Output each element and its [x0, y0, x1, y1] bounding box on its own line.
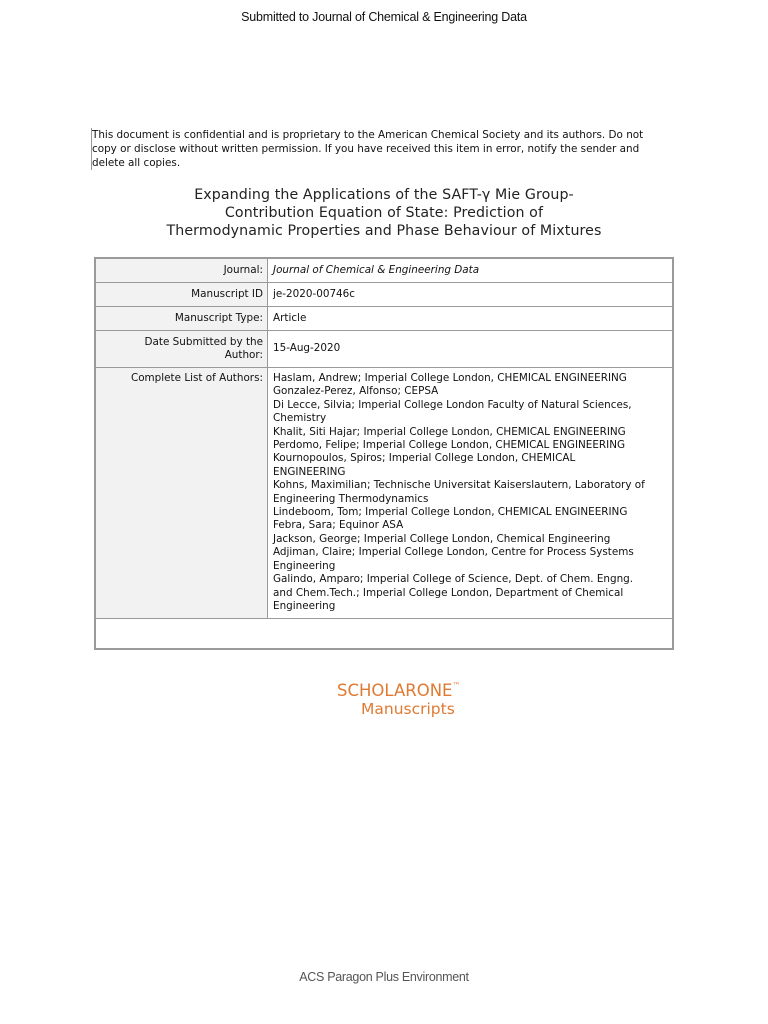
running-header: Submitted to Journal of Chemical & Engineering Data [241, 10, 527, 24]
manuscript-type-value: Article [268, 307, 674, 331]
author-line: Gonzalez-Perez, Alfonso; CEPSA [273, 385, 439, 398]
title-line: Thermodynamic Properties and Phase Behaviour of Mixtures [166, 223, 602, 239]
author-line: Di Lecce, Silvia; Imperial College London Faculty of Natural Sciences, [273, 398, 632, 411]
author-line: Jackson, George; Imperial College London, Chemical Engineering [273, 532, 611, 545]
manuscript-title [84, 186, 684, 240]
authors-label: Complete List of Authors: [95, 368, 268, 619]
journal-row [95, 258, 673, 283]
manuscript-type-row [95, 307, 673, 331]
author-line: Adjiman, Claire; Imperial College London, Centre for Process Systems [273, 546, 634, 559]
logo-scholarone: SCHOLARONE [337, 681, 453, 700]
author-line: Febra, Sara; Equinor ASA [273, 519, 404, 532]
title-line: Expanding the Applications of the SAFT-γ Mie Group- [194, 187, 574, 203]
author-line: Engineering [273, 599, 336, 612]
empty-row [95, 619, 673, 650]
author-line: ENGINEERING [273, 465, 346, 478]
author-line: and Chem.Tech.; Imperial College London, Department of Chemical [273, 586, 624, 599]
author-line: Chemistry [273, 412, 327, 425]
title-line: Contribution Equation of State: Prediction of [224, 205, 544, 221]
author-line: Khalit, Siti Hajar; Imperial College London, CHEMICAL ENGINEERING [273, 425, 626, 438]
logo-trademark: ™ [452, 681, 461, 690]
date-submitted-label [95, 331, 268, 368]
date-submitted-value: 15-Aug-2020 [268, 331, 674, 368]
notice-line: copy or disclose without written permission. If you have received this item in error, notify the sender and [92, 143, 640, 155]
author-line: Engineering Thermodynamics [273, 492, 429, 505]
running-footer: ACS Paragon Plus Environment [299, 970, 469, 984]
manuscript-info-table [94, 257, 674, 650]
author-line: Perdomo, Felipe; Imperial College London, CHEMICAL ENGINEERING [273, 439, 626, 452]
author-line: Haslam, Andrew; Imperial College London, CHEMICAL ENGINEERING [273, 372, 627, 384]
journal-label: Journal: [95, 258, 268, 283]
logo-manuscripts: Manuscripts [361, 700, 455, 718]
manuscript-id-label: Manuscript ID [95, 283, 268, 307]
date-label-line: Date Submitted by the [144, 335, 263, 348]
author-line: Galindo, Amparo; Imperial College of Science, Dept. of Chem. Engng. [273, 573, 634, 586]
date-label-line: Author: [224, 349, 263, 361]
author-line: Engineering [273, 559, 336, 572]
author-line: Lindeboom, Tom; Imperial College London, CHEMICAL ENGINEERING [273, 506, 628, 519]
manuscript-id-value: je-2020-00746c [268, 283, 674, 307]
scholarone-logo [337, 681, 497, 718]
logo-wordmark [337, 681, 497, 700]
author-line: Kohns, Maximilian; Technische Universitat Kaiserslautern, Laboratory of [273, 479, 645, 492]
date-submitted-row [95, 331, 673, 368]
authors-row [95, 368, 673, 619]
notice-line: This document is confidential and is proprietary to the American Chemical Society and its authors. Do not [92, 129, 644, 141]
manuscript-id-row [95, 283, 673, 307]
notice-line: delete all copies. [92, 157, 181, 169]
author-line: Kournopoulos, Spiros; Imperial College London, CHEMICAL [273, 452, 576, 465]
confidentiality-notice [91, 128, 672, 170]
empty-cell [95, 619, 673, 650]
authors-list [268, 368, 674, 619]
journal-value: Journal of Chemical & Engineering Data [268, 258, 674, 283]
manuscript-type-label: Manuscript Type: [95, 307, 268, 331]
